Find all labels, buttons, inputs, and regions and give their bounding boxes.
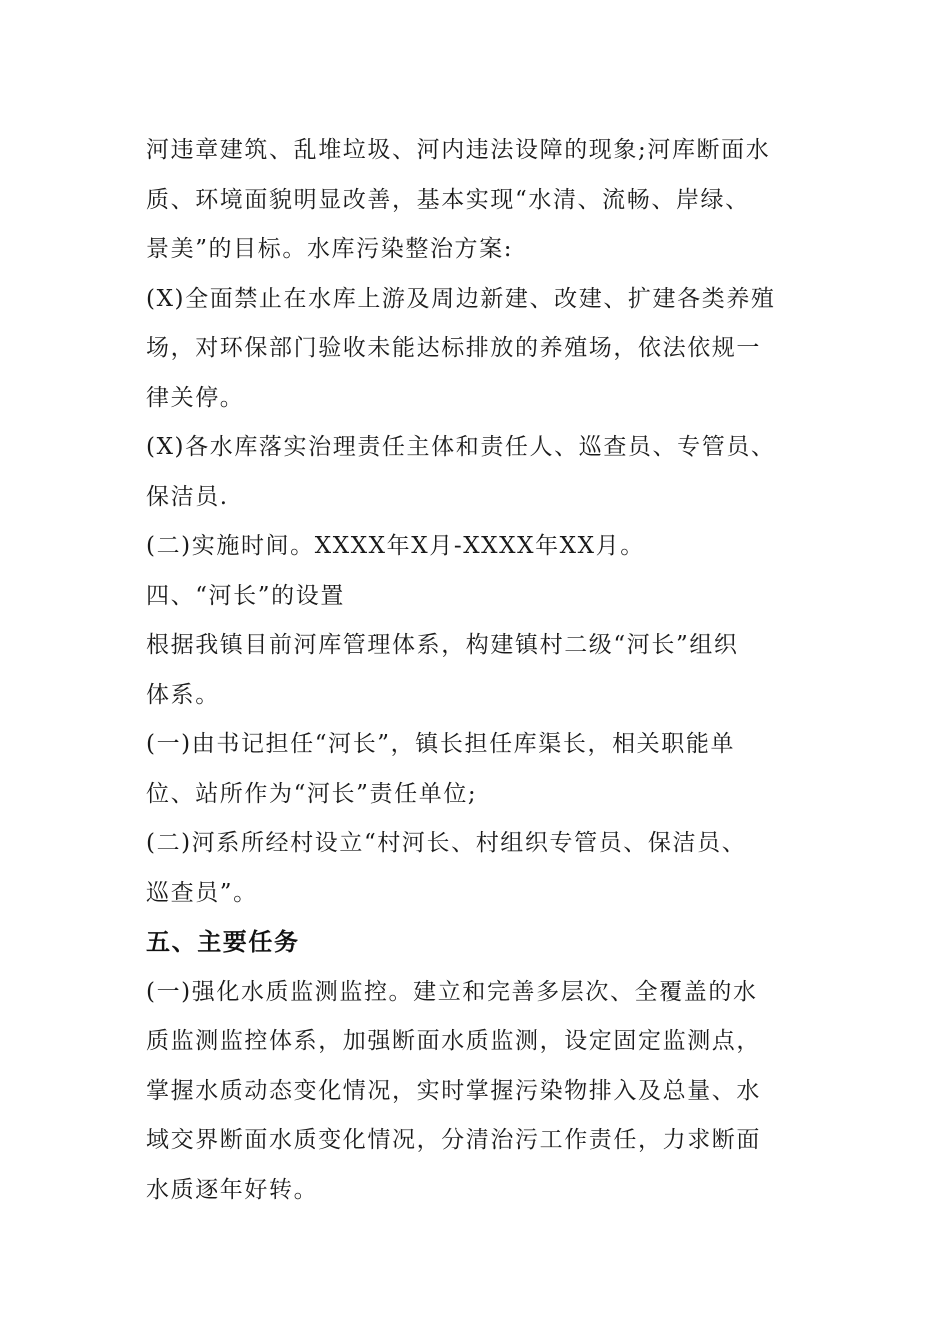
paragraph-line: 质、环境面貌明显改善，基本实现“水清、流畅、岸绿、 (146, 186, 750, 213)
list-item-line: (一)强化水质监测监控。建立和完善多层次、全覆盖的水 (146, 978, 758, 1005)
list-item-line: 律关停。 (146, 384, 245, 411)
list-item-line: 位、站所作为“河长”责任单位; (146, 780, 478, 807)
list-item-line: 场，对环保部门验收未能达标排放的养殖场，依法依规一 (146, 335, 761, 361)
paragraph-line: 体系。 (146, 681, 220, 708)
paragraph-line: 根据我镇目前河库管理体系，构建镇村二级“河长”组织 (146, 632, 739, 658)
list-item-line: 掌握水质动态变化情况，实时掌握污染物排入及总量、水 (146, 1077, 761, 1104)
section-heading-4: 四、“河长”的设置 (146, 582, 345, 609)
section-heading-5: 五、主要任务 (146, 928, 300, 956)
list-item-line: 域交界断面水质变化情况，分清治污工作责任，力求断面 (146, 1127, 761, 1153)
list-item-line: (一)由书记担任“河长”，镇长担任库渠长，相关职能单 (146, 731, 736, 757)
list-item-line: 巡查员”。 (146, 879, 258, 906)
list-item-line: 质监测监控体系，加强断面水质监测，设定固定监测点， (146, 1028, 761, 1054)
list-item-line: 水质逐年好转。 (146, 1176, 319, 1203)
paragraph-line: 河违章建筑、乱堆垃圾、河内违法设障的现象;河库断面水 (146, 137, 771, 163)
list-item-line: (X)全面禁止在水库上游及周边新建、改建、扩建各类养殖 (146, 285, 776, 312)
document-body (146, 126, 806, 1215)
list-item-line: (二)河系所经村设立“村河长、村组织专管员、保洁员、 (146, 830, 747, 856)
implementation-time-line: (二)实施时间。XXXX年X月-XXXX年XX月。 (146, 533, 645, 559)
paragraph-line: 景美”的目标。水库污染整治方案: (146, 236, 514, 262)
list-item-line: 保洁员. (146, 483, 229, 510)
list-item-line: (X)各水库落实治理责任主体和责任人、巡查员、专管员、 (146, 434, 776, 460)
